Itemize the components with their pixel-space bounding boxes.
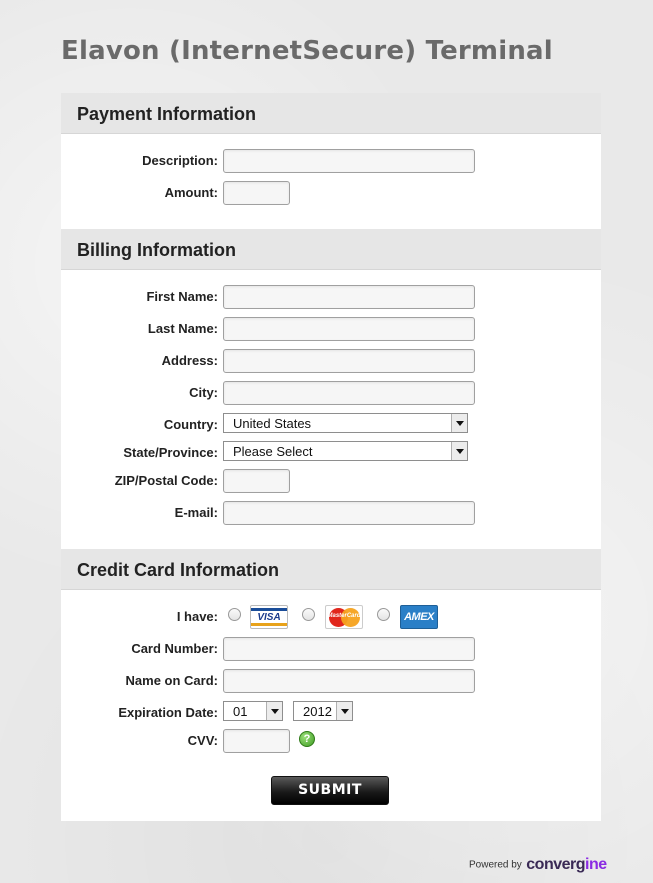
card-number-label: Card Number:	[131, 641, 218, 656]
name-on-card-field[interactable]	[223, 669, 475, 693]
zip-label: ZIP/Postal Code:	[114, 473, 218, 488]
amount-field[interactable]	[223, 181, 290, 205]
last-name-field[interactable]	[223, 317, 475, 341]
cvv-label: CVV:	[187, 733, 218, 748]
exp-year-value: 2012	[303, 704, 332, 719]
page-title: Elavon (InternetSecure) Terminal	[61, 36, 553, 66]
amount-label: Amount:	[164, 185, 218, 200]
first-name-row	[61, 285, 601, 309]
chevron-down-icon[interactable]	[451, 442, 467, 460]
city-field[interactable]	[223, 381, 475, 405]
powered-by-convergine[interactable]	[469, 856, 607, 874]
payment-section-header	[61, 93, 601, 134]
help-question-icon[interactable]: ?	[299, 731, 315, 747]
name-on-card-row	[61, 669, 601, 693]
convergine-logo: convergine	[526, 856, 607, 873]
first-name-field[interactable]	[223, 285, 475, 309]
address-label: Address:	[161, 353, 218, 368]
email-label: E-mail:	[174, 505, 218, 520]
chevron-down-icon[interactable]	[336, 702, 352, 720]
email-field[interactable]	[223, 501, 475, 525]
card-type-label: I have:	[176, 609, 218, 624]
payment-section-title: Payment Information	[77, 104, 257, 124]
amex-radio[interactable]	[377, 608, 390, 621]
expiration-label: Expiration Date:	[118, 705, 218, 720]
card-section-title: Credit Card Information	[77, 560, 280, 580]
city-row	[61, 381, 601, 405]
cvv-row	[61, 729, 601, 753]
state-row	[61, 441, 601, 465]
state-select[interactable]	[223, 441, 468, 461]
card-type-row	[61, 605, 601, 629]
card-number-field[interactable]	[223, 637, 475, 661]
mastercard-icon: MasterCard	[325, 605, 363, 629]
name-on-card-label: Name on Card:	[125, 673, 218, 688]
exp-month-value: 01	[233, 704, 248, 719]
address-field[interactable]	[223, 349, 475, 373]
state-label: State/Province:	[123, 445, 218, 460]
amount-row	[61, 181, 601, 205]
exp-month-select[interactable]	[223, 701, 283, 721]
address-row	[61, 349, 601, 373]
zip-field[interactable]	[223, 469, 290, 493]
chevron-down-icon[interactable]	[266, 702, 282, 720]
visa-radio[interactable]	[228, 608, 241, 621]
country-selected-value: United States	[233, 416, 312, 431]
billing-section-title: Billing Information	[77, 240, 236, 260]
state-selected-value: Please Select	[233, 444, 313, 459]
first-name-label: First Name:	[146, 289, 218, 304]
country-row	[61, 413, 601, 437]
city-label: City:	[189, 385, 218, 400]
mastercard-radio[interactable]	[302, 608, 315, 621]
card-number-row	[61, 637, 601, 661]
description-field[interactable]	[223, 149, 475, 173]
expiration-row	[61, 701, 601, 725]
amex-card-icon: AMEX	[400, 605, 438, 629]
chevron-down-icon[interactable]	[451, 414, 467, 432]
country-label: Country:	[163, 417, 218, 432]
last-name-label: Last Name:	[147, 321, 218, 336]
powered-by-text: Powered by	[469, 859, 522, 871]
card-section-header	[61, 549, 601, 590]
country-select[interactable]	[223, 413, 468, 433]
email-row	[61, 501, 601, 525]
submit-button[interactable]: SUBMIT	[271, 776, 389, 805]
billing-section-header	[61, 229, 601, 270]
exp-year-select[interactable]	[293, 701, 353, 721]
visa-card-icon: VISA	[250, 605, 288, 629]
cvv-field[interactable]	[223, 729, 290, 753]
terminal-form-panel	[61, 93, 601, 821]
last-name-row	[61, 317, 601, 341]
description-row	[61, 149, 601, 173]
zip-row	[61, 469, 601, 493]
description-label: Description:	[142, 153, 218, 168]
